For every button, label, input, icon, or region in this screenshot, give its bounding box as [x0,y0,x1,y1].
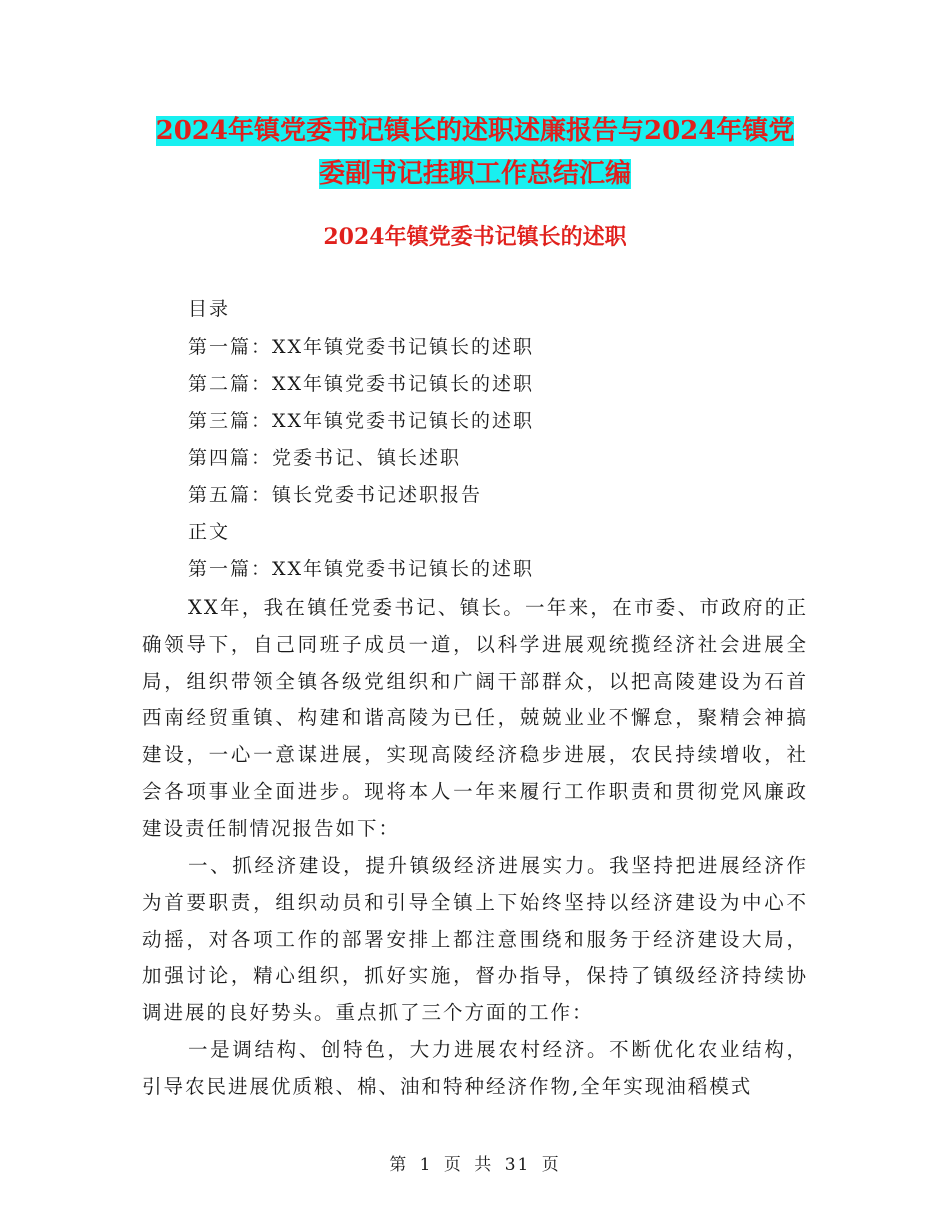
section-title: 2024年镇党委书记镇长的述职 [323,224,627,250]
toc-item-2: 第二篇：XX年镇党委书记镇长的述职 [188,373,535,395]
body-paragraph-1: XX年，我在镇任党委书记、镇长。一年来，在市委、市政府的正确领导下，自己同班子成员一道，以科学进展观统揽经济社会进展全局，组织带领全镇各级党组织和广阔干部群众，以把高陵建设为石首西南经贸重镇、构建和谐高陵为已任，兢兢业业不懈怠，聚精会神搞建设，一心一意谋进展，实现高陵经济稳步进展，农民持续增收，社会各项事业全面进步。现将本人一年来履行工作职责和贯彻党风廉政建设责任制情况报告如下： [142,596,808,840]
toc-item-1: 第一篇：XX年镇党委书记镇长的述职 [188,336,535,358]
document-title-line-1 [0,113,950,149]
title-highlight-1: 2024年镇党委书记镇长的述职述廉报告与2024年镇党 [155,116,795,146]
page-number-footer: 第 1 页 共 31 页 [389,1155,561,1175]
body-paragraph-2: 一、抓经济建设，提升镇级经济进展实力。我坚持把进展经济作为首要职责，组织动员和引导全镇上下始终坚持以经济建设为中心不动摇，对各项工作的部署安排上都注意围绕和服务于经济建设大局，加强讨论，精心组织，抓好实施，督办指导，保持了镇级经济持续协调进展的良好势头。重点抓了三个方面的工作： [142,854,808,1025]
body-heading: 正文 [188,521,231,543]
toc-item-5: 第五篇：镇长党委书记述职报告 [188,484,483,506]
chapter-heading: 第一篇：XX年镇党委书记镇长的述职 [188,558,535,580]
body-paragraph-3: 一是调结构、创特色，大力进展农村经济。不断优化农业结构，引导农民进展优质粮、棉、油和特种经济作物,全年实现油稻模式 [142,1038,808,1098]
title-highlight-2: 委副书记挂职工作总结汇编 [318,159,631,189]
toc-item-4: 第四篇：党委书记、镇长述职 [188,447,462,469]
toc-heading: 目录 [188,298,231,320]
toc-item-3: 第三篇：XX年镇党委书记镇长的述职 [188,410,535,432]
document-title-line-2 [0,156,950,192]
